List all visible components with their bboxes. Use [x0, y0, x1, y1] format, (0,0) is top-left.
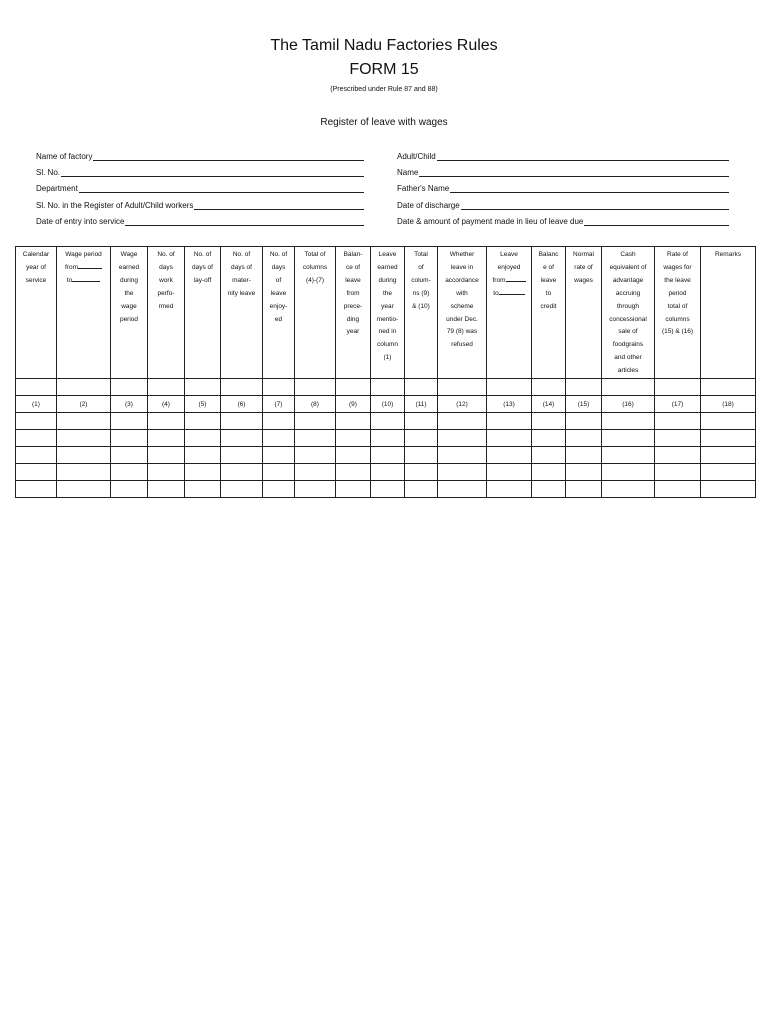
- register-title: Register of leave with wages: [320, 117, 448, 128]
- field-label: Adult/Child: [397, 152, 436, 161]
- field-name-of-factory[interactable]: [36, 150, 364, 161]
- form-number: FORM 15: [349, 61, 419, 78]
- field-fathers-name[interactable]: [397, 182, 729, 193]
- field-label: Sl. No.: [36, 168, 61, 177]
- field-label: Name: [397, 168, 419, 177]
- column-number: (10): [371, 396, 405, 413]
- column-header: Wage period from to: [57, 247, 111, 379]
- column-number: (9): [336, 396, 371, 413]
- column-number: (5): [185, 396, 221, 413]
- column-header: Calendar year of service: [16, 247, 57, 379]
- column-header: Balanc e of leave to credit: [532, 247, 566, 379]
- column-number: (7): [263, 396, 295, 413]
- column-header: Normal rate of wages: [566, 247, 602, 379]
- field-label: Date of entry into service: [36, 217, 125, 226]
- leave-register-table: [15, 246, 756, 498]
- form-title: The Tamil Nadu Factories Rules: [270, 37, 498, 54]
- column-number: (3): [111, 396, 148, 413]
- table-row: [16, 413, 756, 430]
- column-header: Wage earned during the wage period: [111, 247, 148, 379]
- column-number: (6): [221, 396, 263, 413]
- field-payment-in-lieu[interactable]: [397, 215, 729, 226]
- to-label: to: [493, 289, 499, 297]
- field-label: Sl. No. in the Register of Adult/Child workers: [36, 201, 194, 210]
- fill-line[interactable]: [125, 216, 364, 226]
- column-header: No. of days of leave enjoy- ed: [263, 247, 295, 379]
- fill-line[interactable]: [419, 167, 729, 177]
- column-number: (1): [16, 396, 57, 413]
- column-number: (15): [566, 396, 602, 413]
- table-header-row: [16, 247, 756, 379]
- column-header: Rate of wages for the leave period total of columns (15) & (16): [655, 247, 701, 379]
- fill-line[interactable]: [450, 183, 729, 193]
- field-label: Date & amount of payment made in lieu of leave due: [397, 217, 584, 226]
- column-header: Cash equivalent of advantage accruing through concessional sale of foodgrains and other articles: [602, 247, 655, 379]
- prescribed-note: (Prescribed under Rule 87 and 88): [330, 86, 438, 93]
- column-number: (4): [148, 396, 185, 413]
- field-date-of-discharge[interactable]: [397, 199, 729, 210]
- column-header: Balan- ce of leave from prece- ding year: [336, 247, 371, 379]
- fill-line[interactable]: [461, 200, 729, 210]
- column-header: Total of colum- ns (9) & (10): [405, 247, 438, 379]
- column-number-row: [16, 396, 756, 413]
- column-number: (12): [438, 396, 487, 413]
- field-label: Father's Name: [397, 184, 450, 193]
- fill-line[interactable]: [584, 216, 729, 226]
- column-number: (14): [532, 396, 566, 413]
- fill-line[interactable]: [437, 151, 729, 161]
- fill-line[interactable]: [93, 151, 364, 161]
- column-number: (18): [701, 396, 756, 413]
- table-row: [16, 379, 756, 396]
- column-number: (16): [602, 396, 655, 413]
- to-label: to: [66, 276, 73, 284]
- table-row: [16, 430, 756, 447]
- column-header: No. of days of lay-off: [185, 247, 221, 379]
- column-header: Remarks: [701, 247, 756, 379]
- field-department[interactable]: [36, 182, 364, 193]
- field-label: Date of discharge: [397, 201, 460, 210]
- column-header: Leave earned during the year mentio- ned in column (1): [371, 247, 405, 379]
- field-adult-child[interactable]: [397, 150, 729, 161]
- table-row: [16, 464, 756, 481]
- fill-line[interactable]: [79, 183, 364, 193]
- column-header: No. of days of mater- nity leave: [221, 247, 263, 379]
- column-header: Leave enjoyed from to: [487, 247, 532, 379]
- table-row: [16, 447, 756, 464]
- column-header: No. of days work perfo- rmed: [148, 247, 185, 379]
- column-number: (11): [405, 396, 438, 413]
- column-header: Whether leave in accordance with scheme under Dec. 79 (8) was refused: [438, 247, 487, 379]
- column-number: (8): [295, 396, 336, 413]
- column-number: (17): [655, 396, 701, 413]
- column-number: (13): [487, 396, 532, 413]
- column-header: Total of columns (4)-(7): [295, 247, 336, 379]
- field-label: Department: [36, 184, 78, 193]
- field-sl-no[interactable]: [36, 166, 364, 177]
- fill-line[interactable]: [194, 200, 364, 210]
- fill-line[interactable]: [61, 167, 364, 177]
- table-row: [16, 481, 756, 498]
- column-number: (2): [57, 396, 111, 413]
- field-register-sl-no[interactable]: [36, 199, 364, 210]
- field-name[interactable]: [397, 166, 729, 177]
- field-date-of-entry[interactable]: [36, 215, 364, 226]
- field-label: Name of factory: [36, 152, 93, 161]
